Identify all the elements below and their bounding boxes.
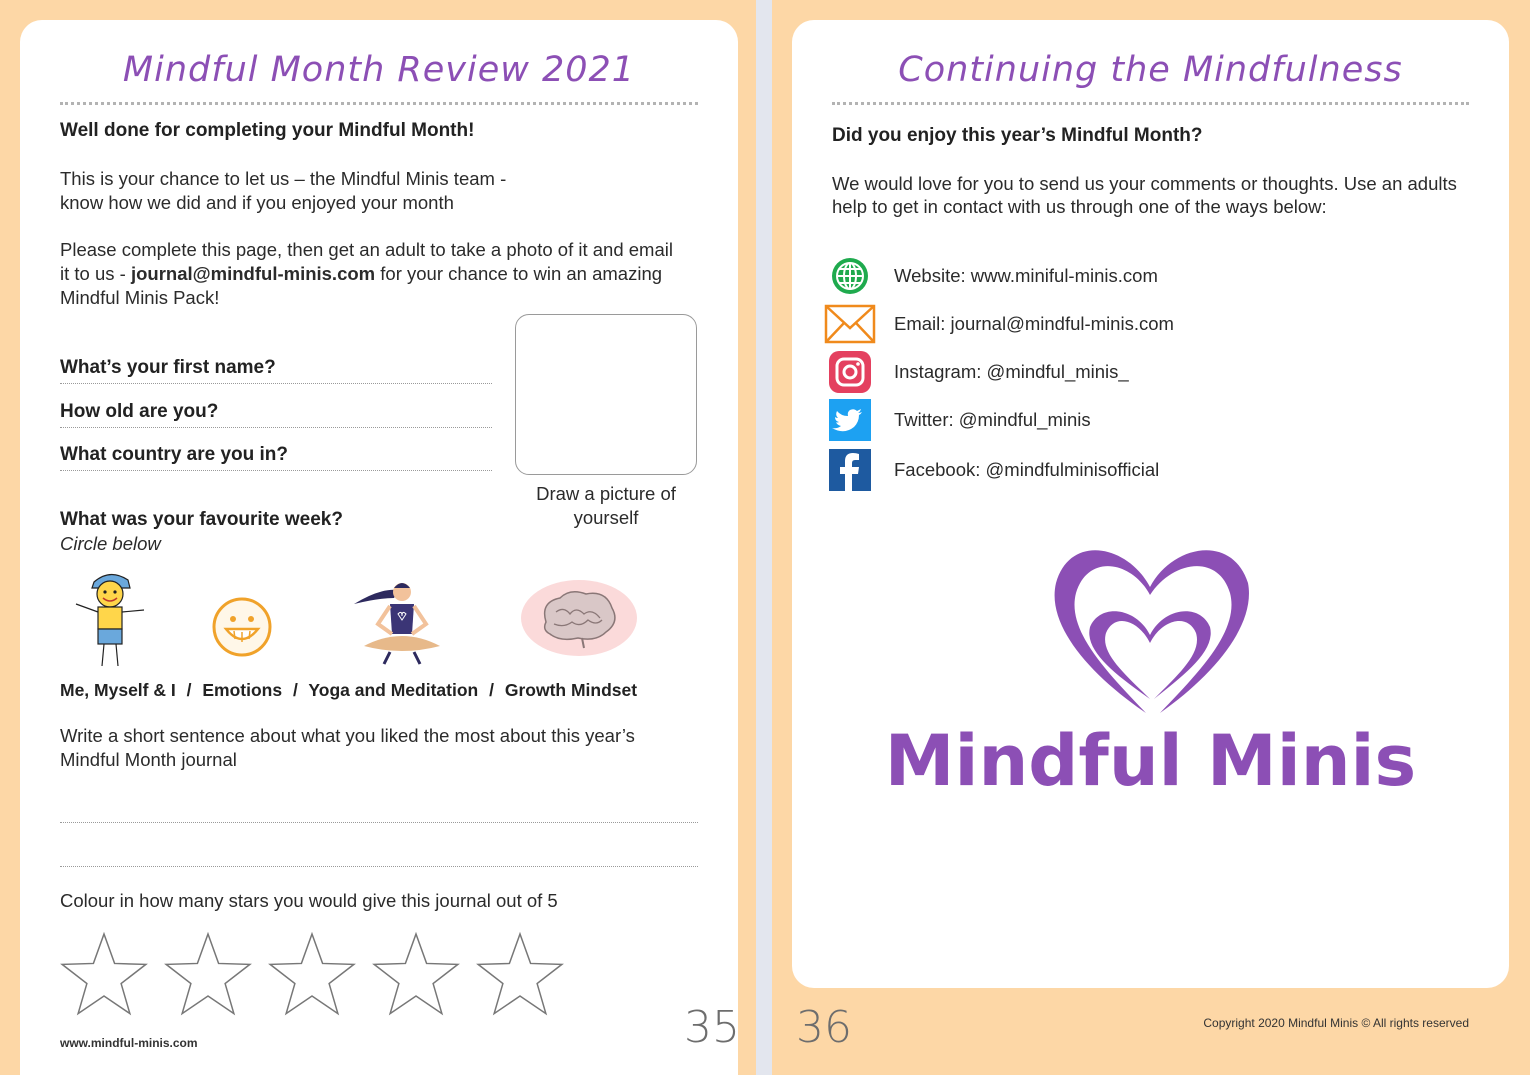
rating-star-4-icon[interactable] [372,930,460,1018]
rating-star-2-icon[interactable] [164,930,252,1018]
page-35 [20,20,738,1075]
self-portrait-caption: Draw a picture of yourself [536,483,676,528]
page-number-35: 35 [684,1002,740,1053]
favourite-week-label: What was your favourite week? [60,509,343,530]
instagram-icon [828,350,872,394]
favourite-week-hint: Circle below [60,533,161,554]
sentence-line-1[interactable] [60,822,698,823]
rating-star-1-icon[interactable] [60,930,148,1018]
contact-website[interactable]: Website: www.miniful-minis.com [828,254,872,298]
contact-email-link[interactable]: journal@mindful-minis.com [130,263,376,284]
week-option-emotions[interactable]: Emotions [202,680,283,700]
boy-illustration-icon[interactable] [70,570,150,670]
first-name-field[interactable] [60,383,492,384]
age-label: How old are you? [60,401,219,422]
contact-email[interactable]: Email: journal@mindful-minis.com [828,302,876,346]
envelope-icon [824,302,876,346]
title-divider [60,102,698,105]
enjoy-question: Did you enjoy this year’s Mindful Month? [832,125,1203,146]
mindful-minis-heart-logo-icon [1050,535,1256,715]
country-field[interactable] [60,470,492,471]
title-divider [832,102,1469,105]
logo-text: Mindful Minis [884,720,1417,802]
page-number-36: 36 [796,1002,852,1053]
contact-twitter[interactable]: Twitter: @mindful_minis [828,398,872,442]
week-option-growth-mindset[interactable]: Growth Mindset [504,680,638,700]
smiley-face-icon[interactable] [210,595,274,659]
week-options: Me, Myself & I / Emotions / Yoga and Meditation / Growth Mindset [60,680,638,700]
page-title: Mindful Month Review 2021 [122,50,636,90]
footer-url[interactable]: www.mindful-minis.com [60,1036,198,1050]
self-portrait-box[interactable] [515,314,697,475]
copyright-notice: Copyright 2020 Mindful Minis © All rights reserved [1203,1016,1469,1030]
sentence-line-2[interactable] [60,866,698,867]
star-rating [60,930,580,1016]
globe-icon [828,254,872,298]
page-title: Continuing the Mindfulness [898,50,1403,90]
yoga-girl-icon[interactable] [350,576,450,666]
intro-heading: Well done for completing your Mindful Month! [60,120,475,141]
stars-prompt: Colour in how many stars you would give this journal out of 5 [60,890,558,911]
intro-paragraph: This is your chance to let us – the Mindful Minis team - know how we did and if you enjoyed your month [60,168,507,213]
contact-instagram[interactable]: Instagram: @mindful_minis_ [828,350,872,394]
twitter-icon [828,398,872,442]
first-name-label: What’s your first name? [60,357,276,378]
age-field[interactable] [60,427,492,428]
contact-list [828,254,1478,504]
sentence-prompt: Write a short sentence about what you liked the most about this year’s Mindful Month journal [60,725,635,770]
country-label: What country are you in? [60,444,289,465]
contact-facebook[interactable]: Facebook: @mindfulminisofficial [828,448,872,492]
rating-star-3-icon[interactable] [268,930,356,1018]
facebook-icon [828,448,872,492]
book-spine [756,0,772,1075]
contact-paragraph: We would love for you to send us your comments or thoughts. Use an adults help to get in contact with us through one of the ways below: [832,173,1457,217]
instructions-paragraph: Please complete this page, then get an adult to take a photo of it and email it to us - journal@mindful-minis.com for your chance to win an amazing Mindful Minis Pack! [60,239,673,308]
page-36 [792,20,1509,988]
week-option-me-myself[interactable]: Me, Myself & I [60,680,176,700]
brain-icon[interactable] [520,578,638,658]
week-option-yoga[interactable]: Yoga and Meditation [308,680,479,700]
rating-star-5-icon[interactable] [476,930,564,1018]
